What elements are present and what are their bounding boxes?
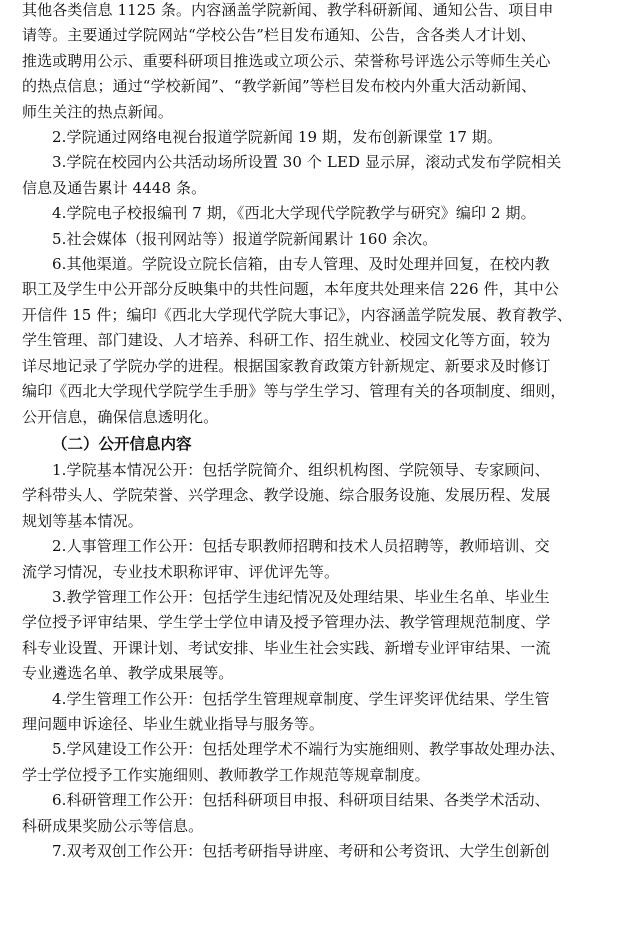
- text-line: 师生关注的热点新闻。: [22, 102, 174, 121]
- paragraph-info-channels: [22, 0, 604, 125]
- text-line: 4.学院电子校报编刊 7 期，《西北大学现代学院教学与研究》编印 2 期。: [52, 204, 536, 223]
- text-line: 的热点信息；通过“学校新闻”、“教学新闻”等栏目发布校内外重大活动新闻、: [22, 77, 537, 96]
- text-line: 3.学院在校园内公共活动场所设置 30 个 LED 显示屏，滚动式发布学院相关: [52, 153, 562, 172]
- text-line: 流学习情况，专业技术职称评审、评优评先等。: [22, 562, 340, 581]
- text-line: 5.社会媒体（报刊网站等）报道学院新闻累计 160 余次。: [52, 229, 438, 248]
- text-line: 规划等基本情况。: [22, 511, 143, 530]
- text-line: 学生管理、部门建设、人才培养、科研工作、招生就业、校园文化等方面，较为: [22, 331, 551, 350]
- list-item: [22, 687, 604, 738]
- text-line: 3.教学管理工作公开：包括学生违纪情况及处理结果、毕业生名单、毕业生: [52, 587, 550, 606]
- text-line: 学位授予评审结果、学生学士学位申请及授予管理办法、教学管理规范制度、学: [22, 613, 551, 632]
- text-line: 2.学院通过网络电视台报道学院新闻 19 期，发布创新课堂 17 期。: [52, 128, 503, 147]
- text-line: 科专业设置、开课计划、考试安排、毕业生社会实践、新增专业评审结果、一流: [22, 638, 551, 657]
- text-line: 开信件 15 件；编印《西北大学现代学院大事记》，内容涵盖学院发展、教育教学、: [22, 305, 573, 324]
- text-line: 职工及学生中公开部分反映集中的共性问题，本年度共处理来信 226 件，其中公: [22, 280, 559, 299]
- text-line: 详尽地记录了学院办学的进程。根据国家教育政策方针新规定、新要求及时修订: [22, 356, 551, 375]
- text-line: 7.双考双创工作公开：包括考研指导讲座、考研和公考资讯、大学生创新创: [52, 842, 550, 860]
- text-line: 理问题申诉途径、毕业生就业指导与服务等。: [22, 714, 325, 733]
- text-line: 2.人事管理工作公开：包括专职教师招聘和技术人员招聘等，教师培训、交: [52, 537, 550, 556]
- text-line: 专业遴选名单、教学成果展等。: [22, 664, 234, 683]
- list-item: [22, 534, 604, 585]
- list-item: [22, 585, 604, 687]
- list-item: [22, 737, 604, 788]
- list-item: [22, 458, 604, 534]
- document-page: [22, 0, 604, 864]
- text-line: 公开信息，确保信息透明化。: [22, 407, 219, 426]
- text-line: 推选或聘用公示、重要科研项目推选或立项公示、荣誉称号评选公示等师生关心: [22, 51, 551, 70]
- paragraph-item-3: [22, 150, 604, 201]
- paragraph-item-6: [22, 252, 604, 430]
- paragraph-item-4: [22, 201, 604, 226]
- text-line: 学科带头人、学院荣誉、兴学理念、教学设施、综合服务设施、发展历程、发展: [22, 486, 551, 505]
- text-line: 信息及通告累计 4448 条。: [22, 178, 207, 197]
- text-line: 其他各类信息 1125 条。内容涵盖学院新闻、教学科研新闻、通知公告、项目申: [22, 1, 554, 19]
- text-line: 科研成果奖励公示等信息。: [22, 816, 204, 835]
- list-item: [22, 788, 604, 839]
- text-line: 6.科研管理工作公开：包括科研项目申报、科研项目结果、各类学术活动、: [52, 791, 550, 810]
- text-line: 学士学位授予工作实施细则、教师教学工作规范等规章制度。: [22, 765, 430, 784]
- text-line: 4.学生管理工作公开：包括学生管理规章制度、学生评奖评优结果、学生管: [52, 689, 550, 708]
- list-item: [22, 839, 604, 864]
- text-line: 请等。主要通过学院网站“学校公告”栏目发布通知、公告，含各类人才计划、: [22, 26, 536, 45]
- text-line: 5.学风建设工作公开：包括处理学术不端行为实施细则、教学事故处理办法、: [52, 740, 565, 759]
- text-line: 6.其他渠道。学院设立院长信箱，由专人管理、及时处理并回复，在校内教: [52, 255, 550, 274]
- paragraph-item-5: [22, 227, 604, 252]
- section-heading: （二）公开信息内容: [52, 433, 192, 453]
- text-line: 1.学院基本情况公开：包括学院简介、组织机构图、学院领导、专家顾问、: [52, 460, 550, 479]
- text-line: 编印《西北大学现代学院学生手册》等与学生学习、管理有关的各项制度、细则，: [22, 382, 566, 401]
- paragraph-item-2: [22, 125, 604, 150]
